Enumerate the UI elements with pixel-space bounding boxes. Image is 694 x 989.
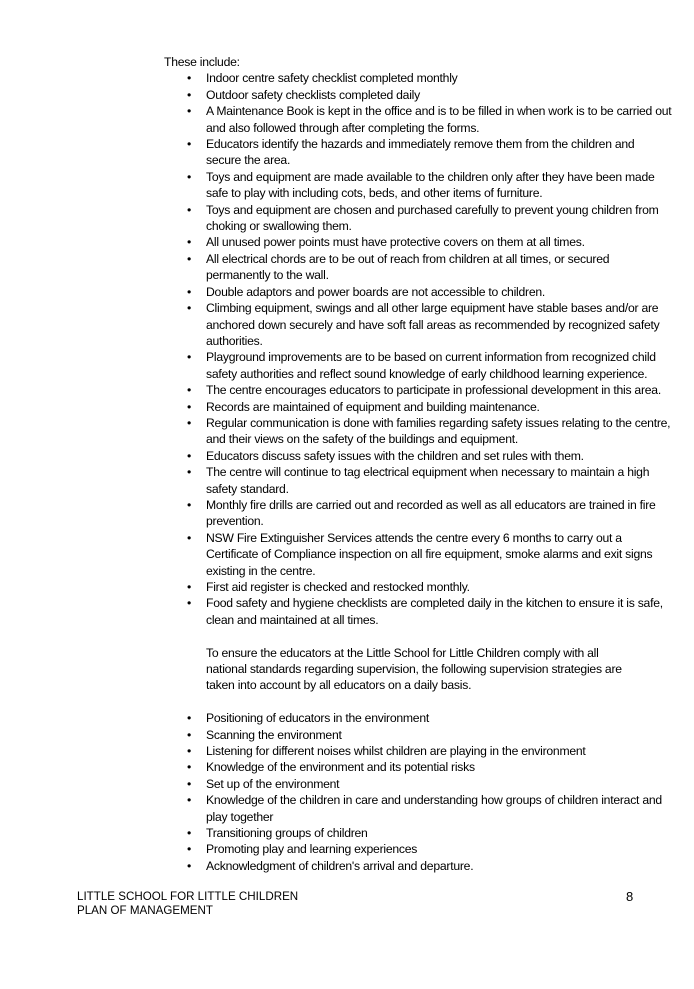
list-item (164, 710, 672, 726)
bullet-icon: • (186, 87, 192, 102)
list-item (164, 399, 672, 415)
list-item-text: Playground improvements are to be based on current information from recognized child safety authorities and reflect sound knowledge of early childhood learning experience. (206, 350, 656, 381)
list-item (164, 415, 672, 448)
list-item-text: Climbing equipment, swings and all other large equipment have stable bases and/or are anchored down securely and have soft fall areas as recommended by recognized safety authorities. (206, 301, 660, 348)
list-item (164, 825, 672, 841)
list-item (164, 202, 672, 235)
list-item (164, 234, 672, 250)
bullet-icon: • (186, 301, 192, 316)
bullet-icon: • (186, 596, 192, 611)
supervision-list (164, 710, 672, 874)
list-item (164, 727, 672, 743)
bullet-icon: • (186, 448, 192, 463)
bullet-icon: • (186, 235, 192, 250)
supervision-paragraph: To ensure the educators at the Little School for Little Children comply with all national standards regarding supervision, the following supervision strategies are taken into account by all educators on a daily basis. (206, 645, 622, 693)
bullet-icon: • (186, 530, 192, 545)
list-item-text: Positioning of educators in the environment (206, 711, 429, 726)
footer-document-title: PLAN OF MANAGEMENT (77, 904, 213, 917)
list-item (164, 349, 672, 382)
list-item-text: Promoting play and learning experiences (206, 842, 418, 857)
list-item (164, 595, 672, 628)
list-item (164, 284, 672, 300)
bullet-icon: • (186, 137, 192, 152)
page-number: 8 (626, 889, 634, 904)
list-item-text: Double adaptors and power boards are not accessible to children. (206, 284, 546, 299)
bullet-icon: • (186, 415, 192, 430)
bullet-icon: • (186, 727, 192, 742)
list-item (164, 70, 672, 86)
list-item-text: A Maintenance Book is kept in the office and is to be filled in when work is to be carried out and also followed through after completing the forms. (206, 104, 672, 135)
bullet-icon: • (186, 399, 192, 414)
bullet-icon: • (186, 580, 192, 594)
list-item-text: Food safety and hygiene checklists are completed daily in the kitchen to ensure it is safe, clean and maintained at all times. (206, 596, 663, 627)
bullet-icon: • (186, 744, 192, 759)
footer-school-name: LITTLE SCHOOL FOR LITTLE CHILDREN (77, 890, 299, 903)
page-content (164, 54, 672, 874)
list-item (164, 530, 672, 579)
bullet-icon: • (186, 465, 192, 480)
list-item-text: Knowledge of the children in care and understanding how groups of children interact and play together (206, 793, 662, 824)
list-item-text: Indoor centre safety checklist completed monthly (206, 71, 458, 86)
list-item-text: Outdoor safety checklists completed daily (206, 87, 420, 102)
list-item-text: The centre will continue to tag electrical equipment when necessary to maintain a high safety standard. (206, 465, 650, 496)
list-item (164, 300, 672, 349)
bullet-icon: • (186, 251, 192, 266)
list-item (164, 776, 672, 792)
bullet-icon: • (186, 711, 192, 726)
page-footer (77, 890, 298, 918)
list-item-text: Monthly fire drills are carried out and recorded as well as all educators are trained in fire prevention. (206, 497, 656, 529)
list-item-text: Scanning the environment (206, 727, 342, 742)
list-item (164, 251, 672, 284)
bullet-icon: • (186, 497, 192, 512)
list-item (164, 497, 672, 530)
list-item-text: All unused power points must have protective covers on them at all times. (206, 235, 585, 250)
bullet-icon: • (186, 776, 192, 791)
bullet-icon: • (186, 284, 192, 299)
list-item (164, 169, 672, 202)
list-item (164, 382, 672, 398)
list-item (164, 464, 672, 497)
list-item (164, 841, 672, 857)
safety-list (164, 70, 672, 628)
list-item (164, 448, 672, 464)
list-item-text: Knowledge of the environment and its potential risks (206, 760, 475, 775)
list-item-text: First aid register is checked and restocked monthly. (206, 580, 470, 594)
list-item (164, 743, 672, 759)
bullet-icon: • (186, 760, 192, 775)
list-item-text: All electrical chords are to be out of reach from children at all times, or secured permanently to the wall. (206, 251, 610, 283)
bullet-icon: • (186, 71, 192, 86)
list-item-text: The centre encourages educators to participate in professional development in this area. (206, 383, 661, 398)
list-item-text: Educators identify the hazards and immediately remove them from the children and secure the area. (206, 137, 635, 168)
list-item (164, 136, 672, 169)
list-item (164, 858, 672, 874)
list-item-text: Listening for different noises whilst children are playing in the environment (206, 744, 586, 759)
bullet-icon: • (186, 104, 192, 119)
list-item-text: Regular communication is done with families regarding safety issues relating to the centre, and their views on the safety of the buildings and equipment. (206, 415, 671, 447)
list-item-text: Acknowledgment of children's arrival and departure. (206, 858, 474, 873)
list-item (164, 759, 672, 775)
bullet-icon: • (186, 793, 192, 808)
bullet-icon: • (186, 826, 192, 841)
list-item-text: NSW Fire Extinguisher Services attends the centre every 6 months to carry out a Certificate of Compliance inspection on all fire equipment, smoke alarms and exit signs existing in the centre. (206, 530, 653, 578)
intro-text: These include: (164, 55, 240, 69)
list-item (164, 579, 672, 595)
list-item-text: Records are maintained of equipment and building maintenance. (206, 399, 540, 414)
bullet-icon: • (186, 350, 192, 365)
bullet-icon: • (186, 383, 192, 398)
list-item (164, 792, 672, 825)
list-item (164, 103, 672, 136)
bullet-icon: • (186, 169, 192, 184)
bullet-icon: • (186, 842, 192, 857)
list-item-text: Toys and equipment are chosen and purchased carefully to prevent young children from choking or swallowing them. (206, 202, 659, 234)
list-item-text: Transitioning groups of children (206, 826, 368, 841)
bullet-icon: • (186, 202, 192, 217)
list-item (164, 87, 672, 103)
list-item-text: Toys and equipment are made available to the children only after they have been made safe to play with including cots, beds, and other items of furniture. (206, 169, 655, 201)
bullet-icon: • (186, 858, 192, 873)
list-item-text: Set up of the environment (206, 776, 340, 791)
list-item-text: Educators discuss safety issues with the children and set rules with them. (206, 448, 584, 463)
